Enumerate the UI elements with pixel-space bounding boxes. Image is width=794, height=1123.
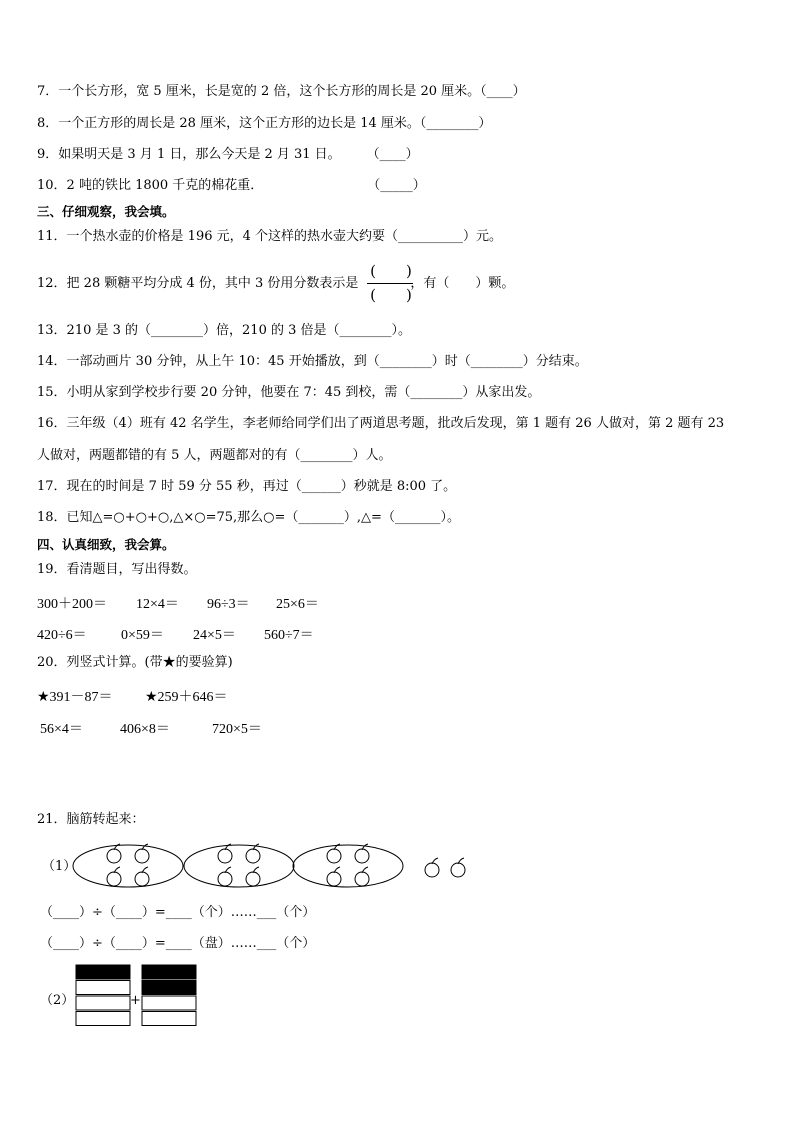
section-4-heading: 四、认真细致，我会算。 xyxy=(37,537,175,552)
calc-item: 24×5＝ xyxy=(193,628,236,643)
division-line-1: （____）÷（____）=____（个）……___（个） xyxy=(40,905,316,920)
calc-item: 560÷7＝ xyxy=(264,628,314,643)
question-9: 9．如果明天是 3 月 1 日，那么今天是 2 月 31 日。 （____） xyxy=(37,147,419,162)
apple-icon xyxy=(327,867,341,886)
question-13: 13．210 是 3 的（________）倍，210 的 3 倍是（________）。 xyxy=(37,323,412,338)
fraction-blank xyxy=(367,262,415,306)
question-20: 20．列竖式计算。(带★的要验算) xyxy=(37,655,233,670)
fraction-numerator: ( ) xyxy=(370,262,412,280)
calc-item: 300＋200＝ xyxy=(37,597,107,612)
question-17: 17．现在的时间是 7 时 59 分 55 秒，再过（______）秒就是 8:00 了。 xyxy=(37,479,457,494)
calc-item: 720×5＝ xyxy=(212,722,262,737)
fraction-bar-left xyxy=(76,965,130,1026)
apple-icon xyxy=(425,858,439,877)
question-8: 8．一个正方形的周长是 28 厘米，这个正方形的边长是 14 厘米。（________） xyxy=(37,116,492,131)
bar-cell xyxy=(76,996,130,1010)
bar-cell xyxy=(76,981,130,995)
apple-icon xyxy=(355,867,369,886)
fraction-denominator: ( ) xyxy=(370,286,412,304)
question-11: 11．一个热水壶的价格是 196 元，4 个这样的热水壶大约要（__________）元。 xyxy=(37,229,503,244)
apple-icon xyxy=(135,867,149,886)
question-7: 7．一个长方形，宽 5 厘米，长是宽的 2 倍，这个长方形的周长是 20 厘米。（____） xyxy=(37,84,526,99)
apple-icon xyxy=(218,867,232,886)
calc-item: ★259＋646＝ xyxy=(145,690,228,705)
fraction-bar-right xyxy=(142,965,196,1026)
apple-icon xyxy=(355,844,369,863)
question-21: 21．脑筋转起来： xyxy=(37,812,145,827)
apple-icon xyxy=(218,844,232,863)
calc-item: 0×59＝ xyxy=(121,628,164,643)
bar-cell xyxy=(142,996,196,1010)
section-3-heading: 三、仔细观察，我会填。 xyxy=(37,204,175,219)
calc-item: 406×8＝ xyxy=(120,722,170,737)
calc-item: ★391－87＝ xyxy=(37,690,113,705)
bar-cell xyxy=(76,965,130,979)
bar-cell xyxy=(142,1012,196,1026)
calc-item: 25×6＝ xyxy=(276,597,319,612)
calc-item: 56×4＝ xyxy=(40,722,83,737)
plate xyxy=(293,845,403,887)
apple-icon xyxy=(451,858,465,877)
apple-icon xyxy=(107,867,121,886)
question-16-line-1: 16．三年级（4）班有 42 名学生，李老师给同学们出了两道思考题，批改后发现，第 1 题有 26 人做对，第 2 题有 23 xyxy=(37,416,725,431)
part-1-label: （1） xyxy=(42,859,77,874)
apple-icon xyxy=(246,867,260,886)
plate xyxy=(73,845,183,887)
apple-icon xyxy=(107,844,121,863)
division-line-2: （____）÷（____）=____（盘）……___（个） xyxy=(40,936,316,951)
question-12-text: 12．把 28 颗糖平均分成 4 份，其中 3 份用分数表示是 xyxy=(37,276,359,291)
bar-cell xyxy=(142,981,196,995)
part-2-label: （2） xyxy=(40,993,75,1008)
calc-item: 420÷6＝ xyxy=(37,628,87,643)
question-19: 19．看清题目，写出得数。 xyxy=(37,562,197,577)
question-12-tail: ，有（ ）颗。 xyxy=(410,276,515,291)
apple-icon xyxy=(327,844,341,863)
fraction-bar xyxy=(367,283,413,284)
question-12 xyxy=(37,276,514,292)
calc-item: 96÷3＝ xyxy=(207,597,250,612)
bar-cell xyxy=(142,965,196,979)
bar-cell xyxy=(76,1012,130,1026)
question-15: 15．小明从家到学校步行要 20 分钟，他要在 7：45 到校，需（________）从家出发。 xyxy=(37,385,541,400)
apple-icon xyxy=(135,844,149,863)
plate xyxy=(184,845,294,887)
question-10: 10．2 吨的铁比 1800 千克的棉花重． （_____） xyxy=(37,178,426,193)
question-16-line-2: 人做对，两题都错的有 5 人，两题都对的有（________）人。 xyxy=(37,448,392,463)
question-18: 18．已知△=○+○+○,△×○=75,那么○=（_______）,△=（_______）。 xyxy=(37,510,460,525)
plus-sign: + xyxy=(130,993,141,1008)
question-14: 14．一部动画片 30 分钟，从上午 10：45 开始播放，到（________）时（________）分结束。 xyxy=(37,354,588,369)
apple-icon xyxy=(246,844,260,863)
calc-item: 12×4＝ xyxy=(136,597,179,612)
